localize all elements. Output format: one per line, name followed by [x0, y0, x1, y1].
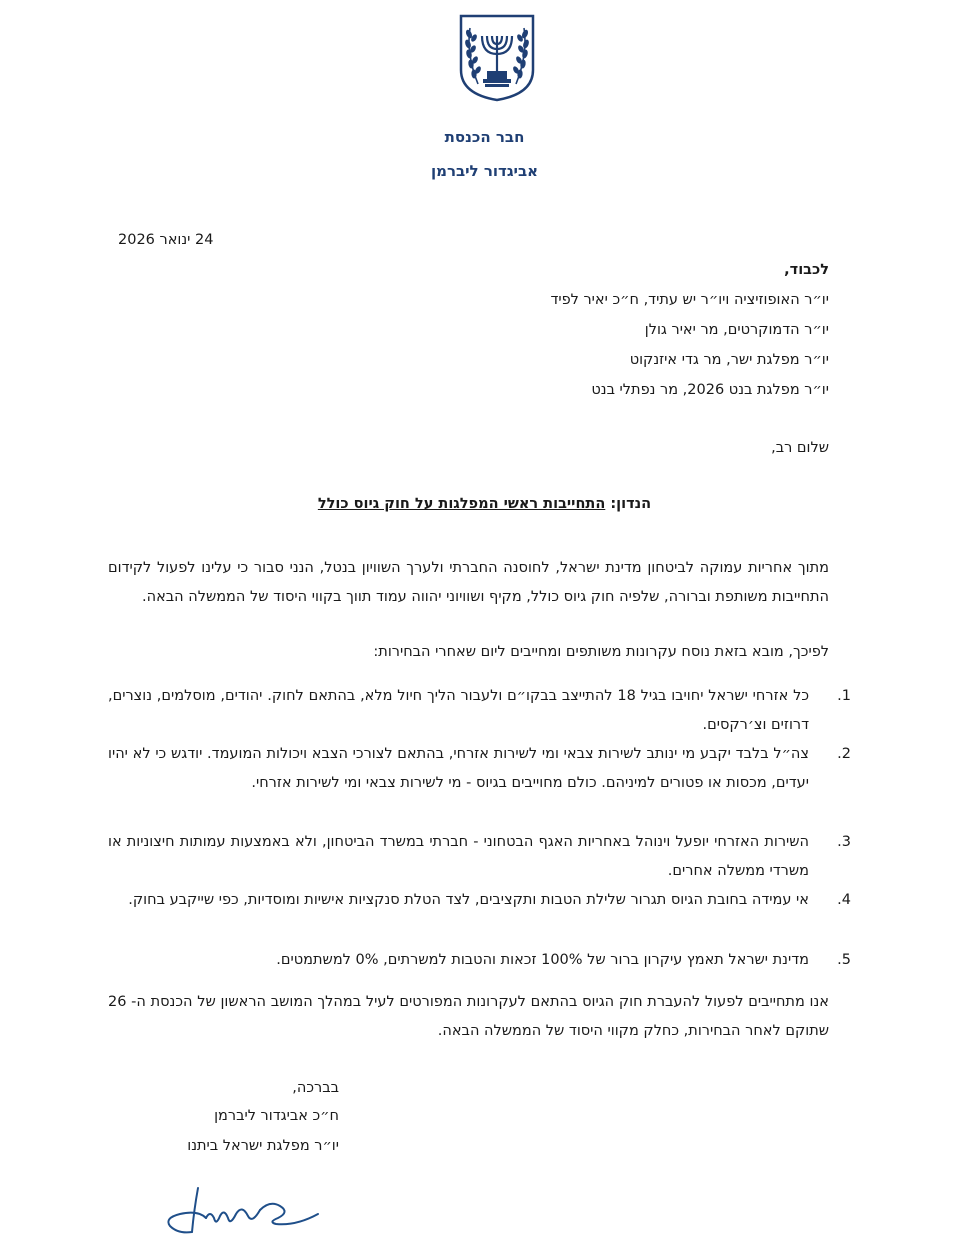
- signoff-name: ח״כ אביגדור ליברמן: [214, 1108, 339, 1124]
- signoff-regards: בברכה,: [292, 1080, 339, 1096]
- intro-paragraph: מתוך אחריות עמוקה לביטחון מדינת ישראל, לחוסנה החברתי ולערך השוויון בנטל, הנני סבור כי עלינו לפעול לקידום התחייבות משותפת וברורה, שלפיה חוק גיוס כולל, מקיף ושוויוני יהווה עמוד תווך בקווי היסוד של הממשלה הבאה.: [108, 560, 829, 605]
- signoff-role: יו״ר מפלגת ישראל ביתנו: [187, 1138, 339, 1154]
- closing-paragraph: אנו מתחייבים לפעול להעברת חוק הגיוס בהתאם לעקרונות המפורטים לעיל במהלך המושב הראשון של הכנסת ה- 26 שתוקם לאחר הבחירות, כחלק מקווי היסוד של הממשלה הבאה.: [108, 994, 829, 1039]
- principle-item: [108, 886, 851, 915]
- subject-label: הנדון:: [605, 496, 652, 512]
- principle-number: 1.: [837, 688, 851, 704]
- principle-text: צה״ל בלבד יקבע מי ינותב לשירות צבאי ומי לשירות אזרחי, בהתאם לצורכי הצבא ויכולות המועמד. יודגש כי לא יהיו יעדים, מכסות או פטורים למיניהם. כולם מחוייבים בגיוס - מי לשירות צבאי ומי לשירות אזרחי.: [108, 746, 809, 791]
- addressee-line: יו״ר הדמוקרטים, מר יאיר גולן: [644, 322, 829, 338]
- principle-item: [108, 682, 851, 740]
- addressee-line: יו״ר מפלגת ישר, מר גדי איזנקוט: [629, 352, 829, 368]
- letterhead-title: חבר הכנסת: [444, 128, 525, 146]
- letter-date: 24 ינואר 2026: [118, 232, 214, 248]
- greeting: שלום רב,: [771, 440, 829, 456]
- subject-text: התחייבות ראשי המפלגות על חוק גיוס כולל: [317, 496, 606, 512]
- principle-text: השירות האזרחי יופעל וינוהל באחריות האגף הבטחוני - חברתי במשרד הביטחון, ולא באמצעות עמותות חיצוניות או משרדי ממשלה אחרים.: [108, 834, 809, 879]
- principle-item: [108, 828, 851, 886]
- principle-item: [108, 946, 851, 975]
- principle-item: [108, 740, 851, 798]
- principle-number: 5.: [837, 952, 851, 968]
- principle-number: 3.: [837, 834, 851, 850]
- principle-number: 2.: [837, 746, 851, 762]
- addressee-title: לכבוד,: [784, 262, 829, 278]
- principle-text: מדינת ישראל תאמץ עיקרון ברור של 100% זכאות והטבות למשרתים, 0% למשתמטים.: [276, 952, 809, 968]
- addressee-line: יו״ר האופוזיציה ויו״ר יש עתיד, ח״כ יאיר לפיד: [550, 292, 829, 308]
- addressee-line: יו״ר מפלגת בנט 2026, מר נפתלי בנט: [591, 382, 829, 398]
- principle-text: כל אזרחי ישראל יחויבו בגיל 18 להתייצב בבקו״ם ולעבור הליך חיול מלא, בהתאם לחוק. יהודים, מוסלמים, נוצרים, דרוזים וצ׳רקסים.: [108, 688, 809, 733]
- principle-text: אי עמידה בחובת הגיוס תגרור שלילת הטבות ותקציבים, לצד הטלת סנקציות אישיות ומוסדיות, כפי שייקבע בחוק.: [128, 892, 809, 908]
- handwritten-signature-icon: [158, 1180, 328, 1242]
- state-emblem-menorah-icon: [458, 14, 536, 102]
- subject-line: [0, 496, 969, 512]
- principle-number: 4.: [837, 892, 851, 908]
- intro-lead: לפיכך, מובא בזאת נוסח עקרונות משותפים ומחייבים ליום שאחרי הבחירות:: [373, 644, 829, 660]
- letterhead-name: אביגדור ליברמן: [430, 162, 539, 180]
